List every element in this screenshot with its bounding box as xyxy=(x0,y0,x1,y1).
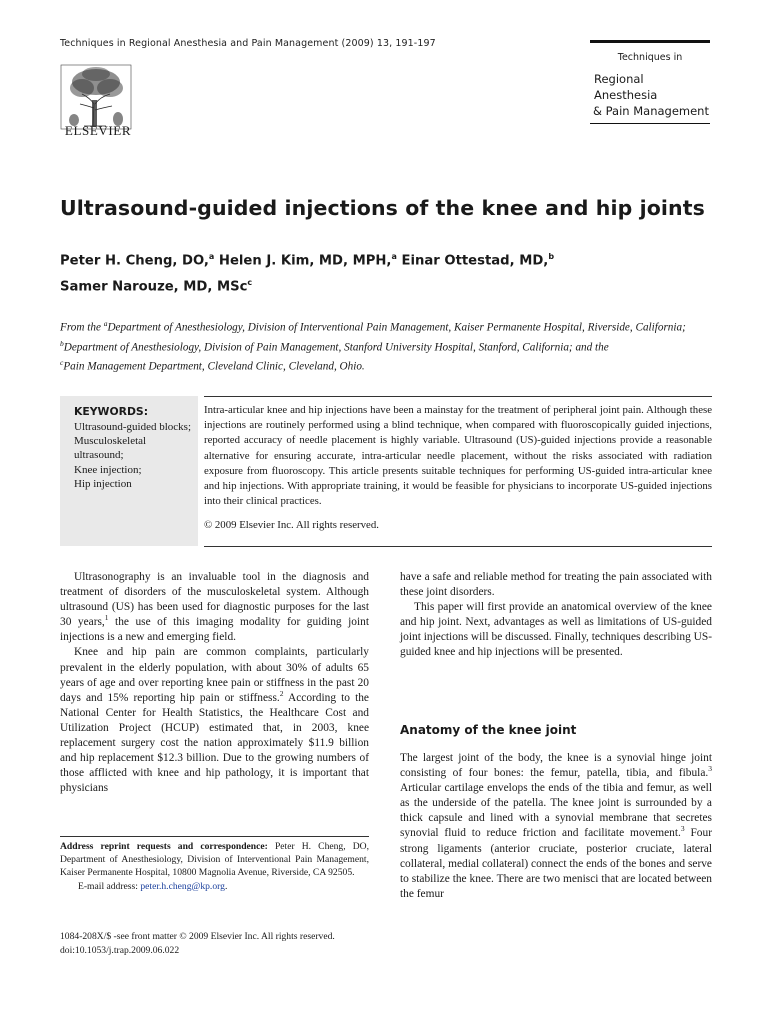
brand-line-3: & Pain Management xyxy=(593,104,709,118)
affiliation-c xyxy=(60,355,712,375)
brand-top-rule xyxy=(590,40,710,43)
affiliation-b xyxy=(60,336,712,356)
article-title: Ultrasound-guided injections of the knee and hip joints xyxy=(60,196,705,220)
brand-bottom-rule xyxy=(590,123,710,124)
brand-line-1: Techniques in xyxy=(617,52,683,63)
abstract-text: Intra-articular knee and hip injections have been a mainstay for the treatment of peripheral joint pain. Although these injections are routinely performed using a blind technique, when compared with fluoroscopically guided injections, reported accuracy of needle placement is highly variable. Ultrasound (US)-guided injections provide a reasonable alternative for ensuring accurate, intra-articular needle placement, without the risks associated with radiation exposure from fluoroscopy. This article presents suitable techniques for performing US-guided intra-articular knee and hip injections. With appropriate training, it would be feasible for physicians to incorporate US-guided injections into their clinical practices. xyxy=(204,404,712,508)
publisher-name: ELSEVIER xyxy=(64,123,132,138)
keywords-list xyxy=(74,420,192,491)
author-name: Peter H. Cheng, DO, xyxy=(60,253,209,269)
reference-mark: 2 xyxy=(279,688,284,698)
author-affiliation-mark: c xyxy=(247,278,253,288)
affiliation-mark: b xyxy=(60,338,64,348)
body-right-column-anatomy xyxy=(400,751,712,902)
reference-mark: 3 xyxy=(708,764,712,774)
doi-line[interactable]: doi:10.1053/j.trap.2009.06.022 xyxy=(60,944,180,956)
brand-line-2: Regional Anesthesia xyxy=(594,72,658,102)
body-paragraph: This paper will first provide an anatomical overview of the knee and hip joint. Next, advantages as well as limitations of US-guided joint injections will be discussed. Finally, techniques describing US-guided knee and hip injections will be presented. xyxy=(400,601,712,659)
keyword-item: Hip injection xyxy=(74,477,132,490)
author-name: Einar Ottestad, MD, xyxy=(401,253,549,269)
correspondence-email-line xyxy=(60,880,369,893)
author-affiliation-mark: a xyxy=(391,252,397,261)
footnote-rule xyxy=(60,836,369,837)
paragraph-text: Articular cartilage envelops the ends of the tibia and femur, as well as the underside of the patella. The knee joint is surrounded by a thick capsule and lined with a synovial membrane that secretes synovial fluid to reduce friction and facilitate movement. xyxy=(400,782,712,840)
abstract-top-rule xyxy=(204,396,712,397)
affiliation-mark: a xyxy=(103,319,108,328)
affiliation-text: Pain Management Department, Cleveland Clinic, Cleveland, Ohio. xyxy=(63,361,365,374)
keyword-item: Musculoskeletal ultrasound; xyxy=(74,435,147,462)
author-affiliation-mark: a xyxy=(208,252,215,261)
body-paragraph xyxy=(60,645,369,796)
paragraph-text: the use of this imaging modality for guiding joint injections is a new and emerging field. xyxy=(60,616,369,644)
affiliation-text: Department of Anesthesiology, Division of Interventional Pain Management, Kaiser Permanente Hospital, Riverside, California; xyxy=(107,321,686,334)
keywords-heading: KEYWORDS: xyxy=(74,405,149,418)
paragraph-text: Ultrasonography is an invaluable tool in the diagnosis and treatment of disorders of the musculoskeletal system. Although ultrasound (US) has been used for diagnostic purposes for the last 30 years, xyxy=(60,571,369,629)
correspondence-label: Address reprint requests and correspondence: xyxy=(60,841,268,852)
section-heading: Anatomy of the knee joint xyxy=(400,723,577,737)
journal-citation-line: Techniques in Regional Anesthesia and Pain Management (2009) 13, 191-197 xyxy=(60,38,436,49)
body-left-column xyxy=(60,570,369,796)
email-end: . xyxy=(224,880,228,892)
paragraph-text: Knee and hip pain are common complaints, particularly prevalent in the elderly population, with about 30% of adults 65 years of age and over reporting knee pain or stiffness in the past 20 days and 15% reporting hip pain or stiffness. xyxy=(60,646,369,704)
author-list xyxy=(60,246,710,299)
affiliation-a xyxy=(60,316,712,336)
reference-mark: 1 xyxy=(104,613,109,623)
email-link[interactable]: peter.h.cheng@kp.org xyxy=(140,880,225,892)
author-name: Samer Narouze, MD, MSc xyxy=(60,279,248,295)
abstract-bottom-rule xyxy=(204,546,712,547)
correspondence-address xyxy=(60,840,369,880)
affiliations xyxy=(60,316,712,375)
affiliation-lead: From the xyxy=(60,321,104,334)
paragraph-text: According to the National Center for Health Statistics, the Healthcare Cost and Utilization Project (HCUP) estimated that, in 2003, knee replacement surgery cost the nation approximately $11.9 billion and hip replacement $12.3 billion. Due to the growing numbers of those afflicted with knee and hip pathology, it is important that physicians xyxy=(60,691,369,795)
abstract-copyright: © 2009 Elsevier Inc. All rights reserved. xyxy=(204,519,379,531)
paragraph-text: The largest joint of the body, the knee is a synovial hinge joint consisting of four bones: the femur, patella, tibia, and fibula. xyxy=(400,752,712,780)
keyword-item: Knee injection; xyxy=(74,463,142,476)
affiliation-mark: c xyxy=(60,358,64,368)
reference-mark: 3 xyxy=(680,824,685,834)
correspondence-footnote xyxy=(60,840,369,893)
keywords-box xyxy=(60,396,198,546)
journal-brand-block xyxy=(590,40,710,124)
correspondence-text: Peter H. Cheng, DO, Department of Anesthesiology, Division of Interventional Pain Management, Kaiser Permanente Hospital, 10800 Magnolia Avenue, Riverside, CA 92505. xyxy=(60,841,369,879)
body-right-column-intro xyxy=(400,570,712,661)
affiliation-text: Department of Anesthesiology, Division of Pain Management, Stanford University Hospital, Stanford, California; and the xyxy=(63,341,609,354)
author-affiliation-mark: b xyxy=(548,252,555,261)
body-paragraph: have a safe and reliable method for treating the pain associated with these joint disorders. xyxy=(400,571,712,599)
email-label: E-mail address: xyxy=(78,880,141,892)
paragraph-text: Four strong ligaments (anterior cruciate, posterior cruciate, lateral collateral, medial collateral) connect the ends of the bones and serve to stabilize the knee. There are two menisci that are located between the femur xyxy=(400,827,712,900)
keyword-item: Ultrasound-guided blocks; xyxy=(74,421,192,433)
body-paragraph xyxy=(400,751,712,902)
body-paragraph xyxy=(60,570,369,645)
front-matter-line: 1084-208X/$ -see front matter © 2009 Elsevier Inc. All rights reserved. xyxy=(60,931,335,942)
author-name: Helen J. Kim, MD, MPH, xyxy=(218,253,392,269)
front-matter xyxy=(60,930,390,957)
